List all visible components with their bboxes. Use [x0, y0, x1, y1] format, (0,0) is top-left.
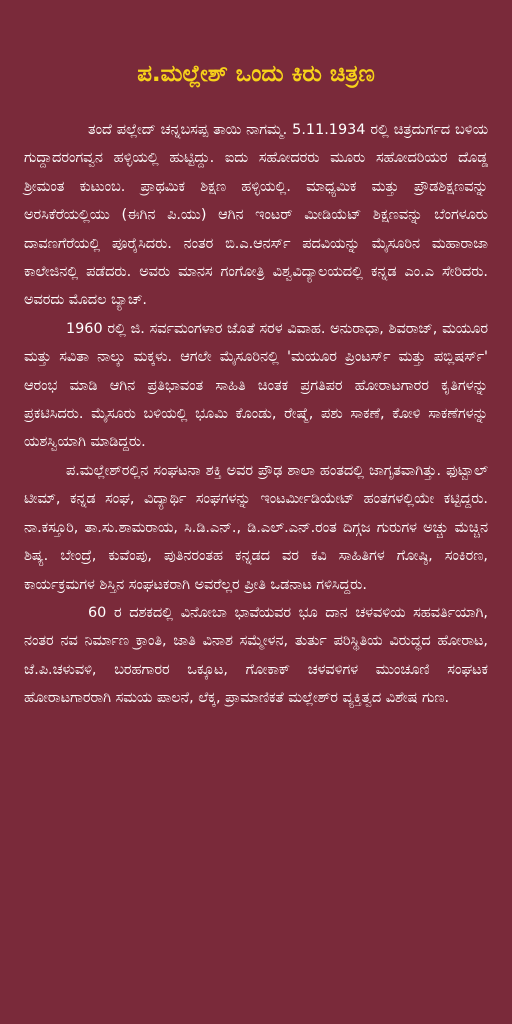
paragraph-organizing: ಪ.ಮಲ್ಲೇಶ್‌ರಲ್ಲಿನ ಸಂಘಟನಾ ಶಕ್ತಿ ಅವರ ಪ್ರೌಢ ಶಾಲಾ ಹಂತದಲ್ಲಿ ಜಾಗೃತವಾಗಿತ್ತು. ಫುಟ್ಬಾಲ್ ಟೀಮ್, ಕನ್ನಡ ಸಂಘ, ವಿದ್ಯಾರ್ಥಿ ಸಂಘಗಳನ್ನು ಇಂಟರ್ಮೀಡಿಯೇಟ್ ಹಂತಗಳಲ್ಲಿಯೇ ಕಟ್ಟಿದ್ದರು. ನಾ.ಕಸ್ತೂರಿ, ತಾ.ಸು.ಶಾಮರಾಯ, ಸಿ.ಡಿ.ಎನ್., ಡಿ.ಎಲ್.ಎನ್.ರಂತ ದಿಗ್ಗಜ ಗುರುಗಳ ಅಚ್ಚು ಮೆಚ್ಚಿನ ಶಿಷ್ಯ. ಬೇಂದ್ರೆ, ಕುವೆಂಪು, ಪುತಿನರಂತಹ ಕನ್ನಡದ ವರ ಕವಿ ಸಾಹಿತಿಗಳ ಗೋಷ್ಠಿ, ಸಂಕಿರಣ, ಕಾರ್ಯಕ್ರಮಗಳ ಶಿಸ್ತಿನ ಸಂಘಟಕರಾಗಿ ಅವರೆಲ್ಲರ ಪ್ರೀತಿ ಒಡನಾಟ ಗಳಿಸಿದ್ದರು.	[24, 462, 488, 593]
document-body	[24, 116, 488, 713]
paragraph-movements: 60 ರ ದಶಕದಲ್ಲಿ ವಿನೋಬಾ ಭಾವೆಯವರ ಭೂ ದಾನ ಚಳವಳಿಯ ಸಹವರ್ತಿಯಾಗಿ, ನಂತರ ನವ ನಿರ್ಮಾಣ ಕ್ರಾಂತಿ, ಜಾತಿ ವಿನಾಶ ಸಮ್ಮೇಳನ, ತುರ್ತು ಪರಿಸ್ಥಿತಿಯ ವಿರುದ್ಧದ ಹೋರಾಟ, ಜೆ.ಪಿ.ಚಳುವಳಿ, ಬರಹಗಾರರ ಒಕ್ಕೂಟ, ಗೋಕಾಕ್ ಚಳವಳಿಗಳ ಮುಂಚೂಣಿ ಸಂಘಟಕ ಹೋರಾಟಗಾರರಾಗಿ ಸಮಯ ಪಾಲನೆ, ಲೆಕ್ಕ, ಪ್ರಾಮಾಣಿಕತೆ ಮಲ್ಲೇಶ್‌ರ ವ್ಯಕ್ತಿತ್ವದ ವಿಶೇಷ ಗುಣ.	[24, 604, 488, 707]
paragraph-family: 1960 ರಲ್ಲಿ ಜಿ. ಸರ್ವಮಂಗಳಾರ ಜೊತೆ ಸರಳ ವಿವಾಹ. ಅನುರಾಧಾ, ಶಿವರಾಜ್, ಮಯೂರ ಮತ್ತು ಸವಿತಾ ನಾಲ್ಕು ಮಕ್ಕಳು. ಆಗಲೇ ಮೈಸೂರಿನಲ್ಲಿ 'ಮಯೂರ ಪ್ರಿಂಟರ್ಸ್ ಮತ್ತು ಪಬ್ಲಿಷರ್ಸ್' ಆರಂಭ ಮಾಡಿ ಆಗಿನ ಪ್ರತಿಭಾವಂತ ಸಾಹಿತಿ ಚಿಂತಕ ಪ್ರಗತಿಪರ ಹೋರಾಟಗಾರರ ಕೃತಿಗಳನ್ನು ಪ್ರಕಟಿಸಿದರು. ಮೈಸೂರು ಬಳಿಯಲ್ಲಿ ಭೂಮಿ ಕೊಂಡು, ರೇಷ್ಮೆ, ಪಶು ಸಾಕಣೆ, ಕೋಳಿ ಸಾಕಣೆಗಳನ್ನು ಯಶಸ್ವಿಯಾಗಿ ಮಾಡಿದ್ದರು.	[24, 320, 488, 451]
paragraph-biography: ತಂದೆ ಪಲ್ಲೇದ್ ಚನ್ನಬಸಪ್ಪ ತಾಯಿ ನಾಗಮ್ಮ. 5.11.1934 ರಲ್ಲಿ ಚಿತ್ರದುರ್ಗದ ಬಳಿಯ ಗುದ್ದಾದರಂಗವ್ವನ ಹಳ್ಳಿಯಲ್ಲಿ ಹುಟ್ಟಿದ್ದು. ಐದು ಸಹೋದರರು ಮೂರು ಸಹೋದರಿಯರ ದೊಡ್ಡ ಶ್ರೀಮಂತ ಕುಟುಂಬ. ಪ್ರಾಥಮಿಕ ಶಿಕ್ಷಣ ಹಳ್ಳಿಯಲ್ಲಿ. ಮಾಧ್ಯಮಿಕ ಮತ್ತು ಪ್ರೌಡಶಿಕ್ಷಣವನ್ನು ಅರಸಿಕೆರೆಯಲ್ಲಿಯು (ಈಗಿನ ಪಿ.ಯು) ಆಗಿನ ಇಂಟರ್ ಮೀಡಿಯೆಟ್ ಶಿಕ್ಷಣವನ್ನು ಬೆಂಗಳೂರು ದಾವಣಗೆರೆಯಲ್ಲಿ ಪೂರೈಸಿದರು. ನಂತರ ಬಿ.ಎ.ಆನರ್ಸ್ ಪದವಿಯನ್ನು ಮೈಸೂರಿನ ಮಹಾರಾಜಾ ಕಾಲೇಜಿನಲ್ಲಿ ಪಡೆದರು. ಅವರು ಮಾನಸ ಗಂಗೋತ್ರಿ ವಿಶ್ವವಿದ್ಯಾಲಯದಲ್ಲಿ ಕನ್ನಡ ಎಂ.ಎ ಸೇರಿದರು. ಅವರದು ಮೊದಲ ಬ್ಯಾಚ್.	[24, 122, 488, 309]
page-title: ಪ.ಮಲ್ಲೇಶ್ ಒಂದು ಕಿರು ಚಿತ್ರಣ	[137, 61, 375, 87]
